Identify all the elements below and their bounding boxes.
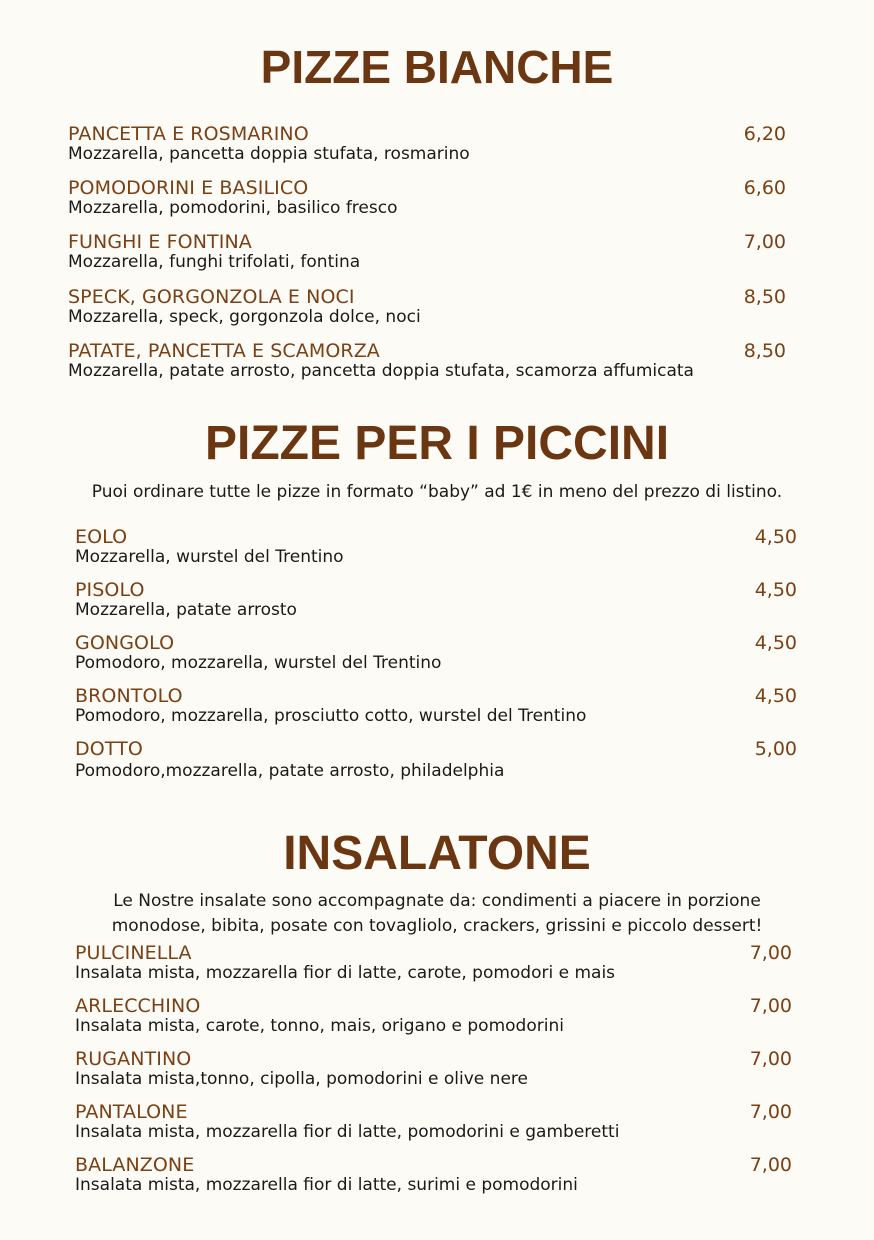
item-name: PANTALONE <box>75 1101 188 1123</box>
item-description: Insalata mista, mozzarella fior di latte, surimi e pomodorini <box>75 1175 578 1195</box>
item-name: POMODORINI E BASILICO <box>68 177 309 199</box>
item-description: Mozzarella, patate arrosto, pancetta doppia stufata, scamorza affumicata <box>68 361 694 381</box>
item-name: FUNGHI E FONTINA <box>68 231 252 253</box>
item-name: ARLECCHINO <box>75 995 201 1017</box>
item-name: PATATE, PANCETTA E SCAMORZA <box>68 340 380 362</box>
menu-item <box>75 527 344 567</box>
item-price: 7,00 <box>749 1101 792 1123</box>
item-name: GONGOLO <box>75 632 175 654</box>
item-description: Pomodoro,mozzarella, patate arrosto, philadelphia <box>75 761 505 781</box>
item-price: 4,50 <box>754 632 797 654</box>
item-description: Insalata mista, carote, tonno, mais, origano e pomodorini <box>75 1016 564 1036</box>
item-price: 6,60 <box>743 177 786 199</box>
item-name: PANCETTA E ROSMARINO <box>68 123 309 145</box>
menu-item <box>68 178 398 218</box>
menu-item <box>75 1155 578 1195</box>
item-price: 5,00 <box>754 738 797 760</box>
item-price: 8,50 <box>743 286 786 308</box>
item-description: Mozzarella, pomodorini, basilico fresco <box>68 198 398 218</box>
item-description: Insalata mista,tonno, cipolla, pomodorini e olive nere <box>75 1069 528 1089</box>
menu-item <box>75 739 504 781</box>
item-price: 7,00 <box>749 1048 792 1070</box>
item-price: 7,00 <box>749 942 792 964</box>
menu-item <box>75 1102 619 1142</box>
menu-item <box>75 1049 528 1089</box>
menu-item <box>75 580 297 620</box>
item-description: Insalata mista, mozzarella fior di latte, carote, pomodori e mais <box>75 963 616 983</box>
item-price: 4,50 <box>754 526 797 548</box>
menu-item <box>68 232 360 272</box>
item-description: Pomodoro, mozzarella, prosciutto cotto, wurstel del Trentino <box>75 706 587 726</box>
item-description: Mozzarella, patate arrosto <box>75 600 297 620</box>
menu-item <box>68 287 421 327</box>
section-title: PIZZE PER I PICCINI <box>204 417 670 470</box>
item-description: Mozzarella, speck, gorgonzola dolce, noci <box>68 307 421 327</box>
item-price: 7,00 <box>743 231 786 253</box>
item-description: Pomodoro, mozzarella, wurstel del Trentino <box>75 653 442 673</box>
menu-item <box>75 633 441 673</box>
item-description: Mozzarella, wurstel del Trentino <box>75 547 344 567</box>
section-note-line: monodose, bibita, posate con tovagliolo, crackers, grissini e piccolo dessert! <box>111 916 763 936</box>
item-description: Insalata mista, mozzarella fior di latte, pomodorini e gamberetti <box>75 1122 620 1142</box>
item-name: DOTTO <box>75 738 143 760</box>
section-note: Puoi ordinare tutte le pizze in formato “baby” ad 1€ in meno del prezzo di listino. <box>91 482 783 502</box>
item-price: 6,20 <box>743 123 786 145</box>
item-description: Mozzarella, funghi trifolati, fontina <box>68 252 361 272</box>
section-title: PIZZE BIANCHE <box>260 41 614 93</box>
menu-item <box>75 996 564 1036</box>
item-price: 7,00 <box>749 995 792 1017</box>
menu-item <box>68 124 470 164</box>
item-price: 4,50 <box>754 579 797 601</box>
section-title: INSALATONE <box>283 827 591 880</box>
item-price: 7,00 <box>749 1154 792 1176</box>
item-name: BRONTOLO <box>75 685 183 707</box>
item-name: PULCINELLA <box>75 942 192 964</box>
item-name: EOLO <box>75 526 128 548</box>
menu-item <box>68 341 694 381</box>
item-price: 4,50 <box>754 685 797 707</box>
item-name: SPECK, GORGONZOLA E NOCI <box>68 286 355 308</box>
menu-item <box>75 686 586 726</box>
item-name: PISOLO <box>75 579 145 601</box>
item-name: BALANZONE <box>75 1154 195 1176</box>
menu-item <box>75 943 615 983</box>
item-description: Mozzarella, pancetta doppia stufata, rosmarino <box>68 144 470 164</box>
item-price: 8,50 <box>743 340 786 362</box>
item-name: RUGANTINO <box>75 1048 192 1070</box>
section-note-line: Le Nostre insalate sono accompagnate da: condimenti a piacere in porzione <box>113 891 761 911</box>
